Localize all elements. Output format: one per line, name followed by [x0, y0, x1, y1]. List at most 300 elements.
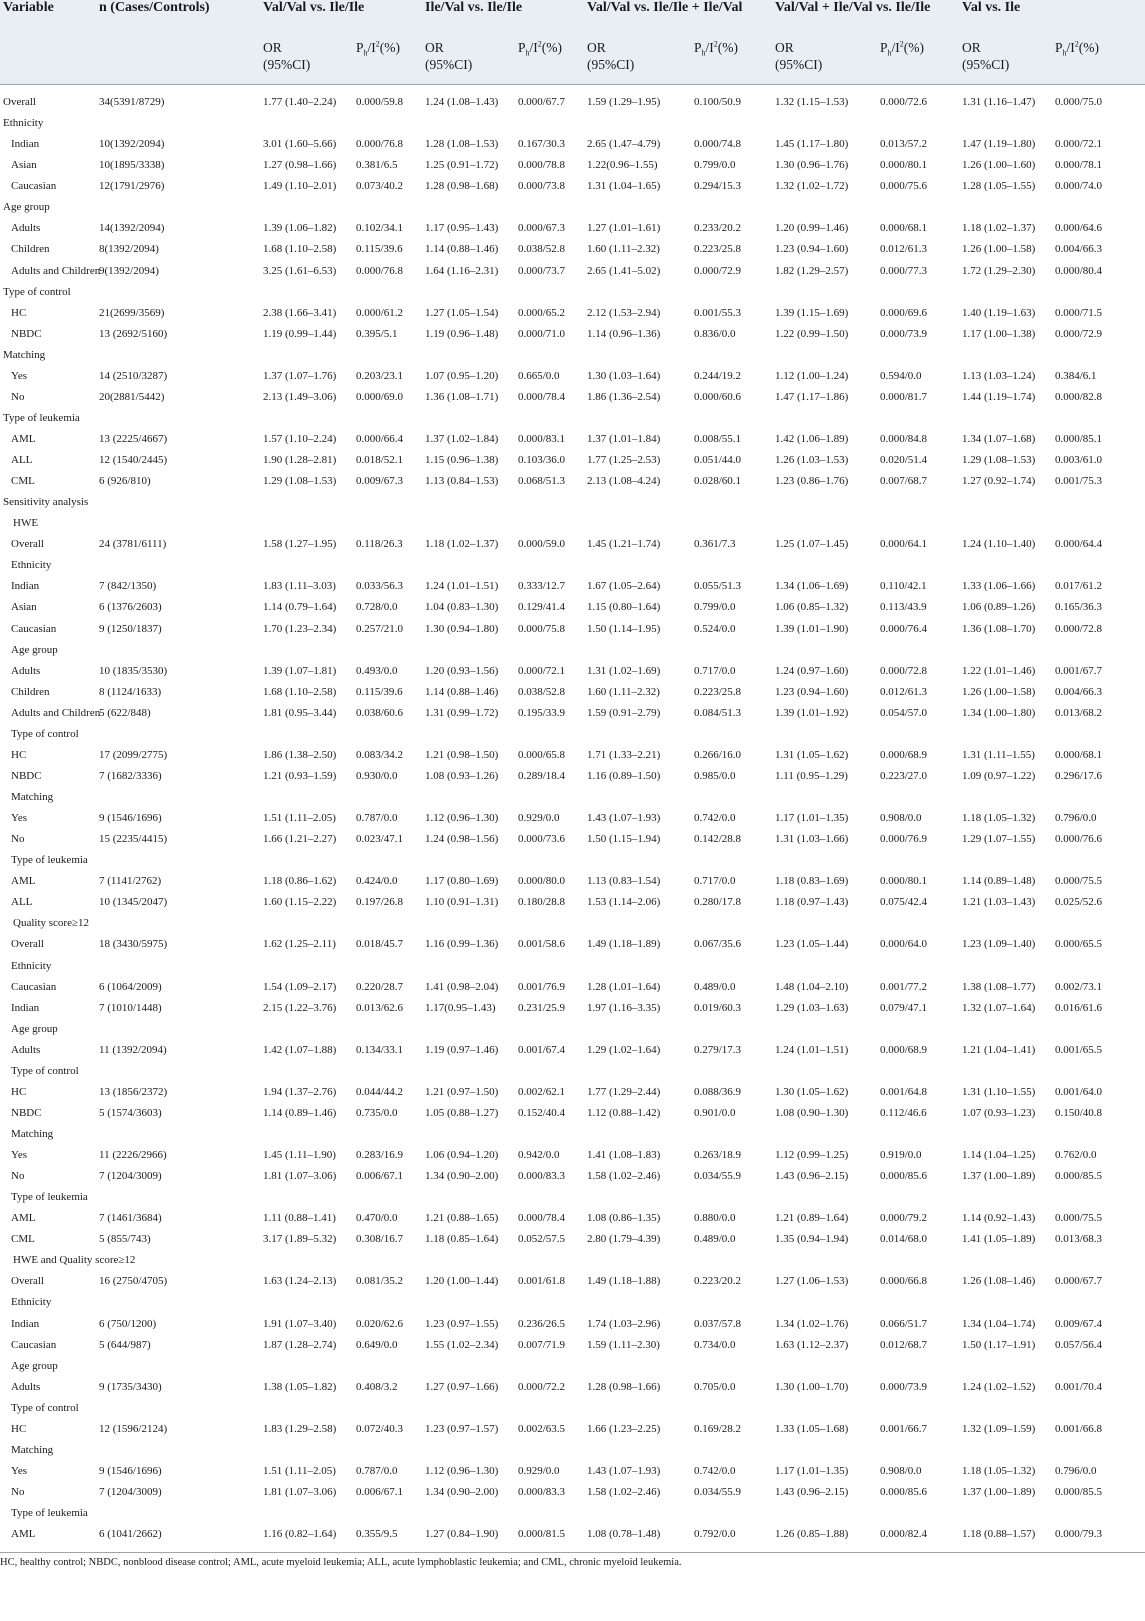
row-ph-i2: 0.018/45.7 — [356, 938, 404, 951]
row-or-ci: 1.23 (0.97–1.57) — [425, 1422, 499, 1435]
row-ph-i2: 0.020/51.4 — [880, 454, 928, 466]
row-ph-i2: 0.929/0.0 — [518, 1464, 560, 1477]
table-row — [0, 682, 1145, 703]
row-ph-i2: 0.000/85.5 — [1055, 1170, 1103, 1183]
row-or-ci: 1.18 (1.02–1.37) — [962, 222, 1036, 235]
row-n-cases-controls: 7 (1204/3009) — [99, 1170, 162, 1183]
row-or-ci: 1.11 (0.88–1.41) — [263, 1212, 336, 1225]
row-or-ci: 1.14 (0.79–1.64) — [263, 601, 337, 614]
row-or-ci: 1.09 (0.97–1.22) — [962, 769, 1036, 782]
row-ph-i2: 0.000/78.4 — [518, 390, 566, 403]
row-label: Adults — [11, 1380, 41, 1393]
table-row — [0, 134, 1145, 155]
row-ph-i2: 0.000/73.8 — [518, 180, 566, 193]
row-ph-i2: 0.734/0.0 — [694, 1338, 736, 1351]
row-or-ci: 1.71 (1.33–2.21) — [587, 748, 661, 761]
table-section-row — [0, 1124, 1145, 1145]
row-or-ci: 1.26 (0.85–1.88) — [775, 1528, 849, 1541]
row-ph-i2: 0.489/0.0 — [694, 980, 736, 993]
row-or-ci: 1.20 (0.93–1.56) — [425, 664, 499, 677]
table-section-row — [0, 956, 1145, 977]
row-or-ci: 1.21 (0.97–1.50) — [425, 1085, 499, 1098]
row-label: Indian — [11, 138, 40, 151]
header-ph-i2-3: $P_h/I^2(\%)$ — [694, 39, 739, 58]
row-label: Ethnicity — [11, 959, 52, 972]
row-n-cases-controls: 13 (2692/5160) — [99, 327, 168, 340]
row-label: AML — [11, 875, 36, 888]
row-ph-i2: 0.150/40.8 — [1055, 1106, 1103, 1119]
row-or-ci: 1.24 (1.10–1.40) — [962, 538, 1036, 551]
row-or-ci: 1.74 (1.03–2.96) — [587, 1317, 661, 1330]
row-or-ci: 1.25 (0.91–1.72) — [425, 159, 499, 172]
row-ph-i2: 0.000/72.8 — [880, 664, 928, 677]
row-ph-i2: 0.742/0.0 — [694, 812, 736, 824]
row-ph-i2: 0.001/64.8 — [880, 1085, 928, 1098]
row-ph-i2: 0.000/64.0 — [880, 938, 928, 951]
row-ph-i2: 0.129/41.4 — [518, 601, 566, 614]
row-ph-i2: 0.280/17.8 — [694, 896, 742, 909]
row-or-ci: 1.21 (1.04–1.41) — [962, 1043, 1036, 1056]
row-or-ci: 1.72 (1.29–2.30) — [962, 264, 1036, 277]
row-label: Caucasian — [11, 622, 57, 635]
row-or-ci: 1.51 (1.11–2.05) — [263, 1464, 336, 1477]
header-or-4: OR (95%CI) — [775, 40, 823, 72]
row-or-ci: 1.23 (0.86–1.76) — [775, 475, 849, 488]
row-label: Type of control — [11, 1064, 79, 1077]
row-or-ci: 1.66 (1.23–2.25) — [587, 1422, 661, 1435]
row-or-ci: 1.15 (0.80–1.64) — [587, 601, 661, 614]
row-n-cases-controls: 6 (926/810) — [99, 475, 151, 488]
row-or-ci: 1.26 (1.00–1.58) — [962, 243, 1036, 256]
row-or-ci: 1.20 (1.00–1.44) — [425, 1275, 499, 1288]
row-label: Type of leukemia — [11, 1191, 88, 1204]
row-or-ci: 1.86 (1.36–2.54) — [587, 390, 661, 403]
row-ph-i2: 0.489/0.0 — [694, 1233, 736, 1246]
row-or-ci: 1.43 (0.96–2.15) — [775, 1170, 849, 1183]
row-or-ci: 1.50 (1.15–1.94) — [587, 833, 661, 846]
row-ph-i2: 0.000/65.2 — [518, 306, 566, 319]
row-or-ci: 1.37 (1.01–1.84) — [587, 433, 661, 445]
row-n-cases-controls: 18 (3430/5975) — [99, 938, 168, 951]
row-or-ci: 1.28 (0.98–1.66) — [587, 1380, 661, 1393]
row-n-cases-controls: 6 (750/1200) — [99, 1317, 157, 1330]
row-or-ci: 1.31 (1.16–1.47) — [962, 96, 1036, 108]
row-ph-i2: 0.000/72.8 — [1055, 622, 1103, 635]
row-ph-i2: 0.355/9.5 — [356, 1528, 398, 1541]
row-or-ci: 1.24 (1.08–1.43) — [425, 96, 499, 108]
row-or-ci: 1.12 (0.96–1.30) — [425, 812, 499, 824]
table-row — [0, 1103, 1145, 1124]
table-row — [0, 239, 1145, 260]
row-ph-i2: 0.279/17.3 — [694, 1043, 742, 1056]
row-ph-i2: 0.000/68.9 — [880, 748, 928, 761]
row-or-ci: 1.51 (1.11–2.05) — [263, 812, 336, 824]
row-ph-i2: 0.000/79.2 — [880, 1212, 928, 1225]
row-or-ci: 1.13 (0.84–1.53) — [425, 475, 499, 488]
row-or-ci: 1.45 (1.11–1.90) — [263, 1149, 336, 1161]
table-row — [0, 218, 1145, 239]
row-ph-i2: 0.705/0.0 — [694, 1380, 736, 1393]
row-or-ci: 1.17 (1.00–1.38) — [962, 327, 1036, 340]
table-section-row — [0, 1398, 1145, 1419]
row-or-ci: 1.36 (1.08–1.71) — [425, 390, 499, 403]
row-n-cases-controls: 5 (1574/3603) — [99, 1106, 162, 1119]
row-ph-i2: 0.000/60.6 — [694, 390, 742, 403]
table-section-row — [0, 850, 1145, 871]
row-or-ci: 1.62 (1.25–2.11) — [263, 938, 336, 951]
row-ph-i2: 0.001/61.8 — [518, 1275, 566, 1288]
row-or-ci: 1.35 (0.94–1.94) — [775, 1233, 849, 1246]
row-label: Age group — [3, 201, 50, 214]
row-label: Age group — [11, 1359, 58, 1372]
table-row — [0, 892, 1145, 913]
row-or-ci: 1.08 (0.90–1.30) — [775, 1106, 849, 1119]
row-ph-i2: 0.000/85.6 — [880, 1170, 928, 1183]
row-label: CML — [11, 475, 35, 488]
row-ph-i2: 0.020/62.6 — [356, 1317, 404, 1330]
table-row — [0, 829, 1145, 850]
row-or-ci: 1.18 (0.86–1.62) — [263, 875, 337, 888]
row-or-ci: 1.82 (1.29–2.57) — [775, 264, 849, 277]
row-ph-i2: 0.004/66.3 — [1055, 243, 1103, 256]
header-or-1: OR (95%CI) — [263, 40, 311, 72]
row-ph-i2: 0.203/23.1 — [356, 369, 404, 382]
row-ph-i2: 0.000/84.8 — [880, 433, 928, 445]
row-ph-i2: 0.007/71.9 — [518, 1338, 566, 1351]
row-label: HWE — [13, 517, 39, 530]
row-ph-i2: 0.728/0.0 — [356, 601, 398, 614]
row-n-cases-controls: 6 (1041/2662) — [99, 1528, 162, 1541]
row-or-ci: 1.31 (1.05–1.62) — [775, 748, 849, 761]
table-section-row — [0, 282, 1145, 303]
row-or-ci: 1.16 (0.82–1.64) — [263, 1528, 337, 1541]
row-or-ci: 1.77 (1.29–2.44) — [587, 1085, 661, 1098]
row-label: Adults — [11, 664, 41, 677]
row-or-ci: 1.20 (0.99–1.46) — [775, 222, 849, 235]
row-or-ci: 1.14 (0.96–1.36) — [587, 327, 661, 340]
row-label: ALL — [11, 896, 33, 909]
row-n-cases-controls: 7 (1204/3009) — [99, 1486, 162, 1498]
row-or-ci: 1.38 (1.08–1.77) — [962, 980, 1036, 993]
row-ph-i2: 0.083/34.2 — [356, 748, 404, 761]
table-row — [0, 1314, 1145, 1335]
row-label: Adults and Children — [11, 706, 101, 719]
row-ph-i2: 0.384/6.1 — [1055, 369, 1097, 382]
row-ph-i2: 0.735/0.0 — [356, 1106, 398, 1119]
row-or-ci: 1.31 (1.03–1.66) — [775, 833, 849, 846]
row-ph-i2: 0.000/76.8 — [356, 264, 404, 277]
row-or-ci: 2.65 (1.47–4.79) — [587, 138, 661, 151]
row-label: Age group — [11, 1022, 58, 1035]
row-or-ci: 1.49 (1.18–1.89) — [587, 938, 661, 951]
row-n-cases-controls: 17 (2099/2775) — [99, 748, 168, 761]
row-ph-i2: 0.233/20.2 — [694, 222, 742, 235]
row-ph-i2: 0.000/66.8 — [880, 1275, 928, 1288]
header-group-5: Val vs. Ile — [962, 0, 1021, 15]
row-or-ci: 2.80 (1.79–4.39) — [587, 1233, 661, 1246]
row-or-ci: 1.12 (0.99–1.25) — [775, 1149, 849, 1161]
row-label: Ethnicity — [11, 559, 52, 572]
row-or-ci: 1.30 (0.94–1.80) — [425, 622, 499, 635]
row-label: Adults — [11, 222, 41, 235]
row-or-ci: 1.59 (0.91–2.79) — [587, 706, 661, 719]
row-ph-i2: 0.000/82.4 — [880, 1528, 928, 1541]
row-or-ci: 1.06 (0.85–1.32) — [775, 601, 849, 614]
row-ph-i2: 0.524/0.0 — [694, 622, 736, 635]
row-ph-i2: 0.000/73.6 — [518, 833, 566, 846]
row-n-cases-controls: 5 (622/848) — [99, 706, 151, 719]
row-ph-i2: 0.025/52.6 — [1055, 896, 1103, 909]
row-ph-i2: 0.000/61.2 — [356, 306, 404, 319]
row-ph-i2: 0.665/0.0 — [518, 369, 560, 382]
row-or-ci: 1.24 (1.02–1.52) — [962, 1380, 1036, 1393]
row-or-ci: 1.30 (1.03–1.64) — [587, 369, 661, 382]
table-section-row — [0, 913, 1145, 934]
row-or-ci: 1.17 (1.01–1.35) — [775, 1464, 849, 1477]
row-label: Matching — [11, 1127, 54, 1140]
row-ph-i2: 0.000/64.6 — [1055, 222, 1103, 235]
row-ph-i2: 0.000/59.8 — [356, 96, 404, 108]
header-ph-i2-5: $P_h/I^2(\%)$ — [1055, 39, 1100, 58]
row-or-ci: 1.22(0.96–1.55) — [587, 159, 658, 172]
row-ph-i2: 0.084/51.3 — [694, 706, 742, 719]
table-row — [0, 1482, 1145, 1503]
row-ph-i2: 0.000/66.4 — [356, 433, 404, 445]
row-or-ci: 1.67 (1.05–2.64) — [587, 580, 661, 593]
row-or-ci: 1.34 (0.90–2.00) — [425, 1170, 499, 1183]
row-label: Yes — [11, 369, 28, 382]
row-ph-i2: 0.000/67.3 — [518, 222, 566, 235]
row-or-ci: 1.14 (1.04–1.25) — [962, 1149, 1036, 1161]
row-ph-i2: 0.000/82.8 — [1055, 390, 1103, 403]
row-ph-i2: 0.100/50.9 — [694, 96, 742, 108]
row-or-ci: 1.26 (1.00–1.60) — [962, 159, 1036, 172]
row-or-ci: 1.50 (1.14–1.95) — [587, 622, 661, 635]
table-section-row — [0, 345, 1145, 366]
row-label: No — [11, 833, 25, 846]
row-or-ci: 1.28 (1.05–1.55) — [962, 180, 1036, 193]
row-or-ci: 1.27 (0.92–1.74) — [962, 475, 1036, 488]
row-or-ci: 1.23 (0.94–1.60) — [775, 243, 849, 256]
row-or-ci: 1.49 (1.10–2.01) — [263, 180, 337, 193]
row-ph-i2: 0.044/44.2 — [356, 1085, 404, 1098]
row-ph-i2: 0.007/68.7 — [880, 475, 928, 488]
row-or-ci: 1.54 (1.09–2.17) — [263, 980, 337, 993]
row-label: Type of leukemia — [11, 1507, 88, 1519]
row-n-cases-controls: 9 (1546/1696) — [99, 1464, 162, 1477]
row-n-cases-controls: 14(1392/2094) — [99, 222, 165, 235]
row-ph-i2: 0.000/73.9 — [880, 1380, 928, 1393]
row-n-cases-controls: 12 (1540/2445) — [99, 454, 168, 466]
header-group-1: Val/Val vs. Ile/Ile — [263, 0, 365, 15]
row-n-cases-controls: 12(1791/2976) — [99, 180, 165, 193]
row-ph-i2: 0.263/18.9 — [694, 1149, 742, 1161]
row-or-ci: 1.19 (0.96–1.48) — [425, 327, 499, 340]
row-or-ci: 1.28 (1.01–1.64) — [587, 980, 661, 993]
table-section-row — [0, 1061, 1145, 1082]
row-or-ci: 1.24 (0.97–1.60) — [775, 664, 849, 677]
row-ph-i2: 0.000/76.6 — [1055, 833, 1103, 846]
table-row — [0, 387, 1145, 408]
table-row — [0, 619, 1145, 640]
row-ph-i2: 0.013/57.2 — [880, 138, 928, 151]
row-n-cases-controls: 6 (1064/2009) — [99, 980, 162, 993]
table-section-row — [0, 1503, 1145, 1524]
row-ph-i2: 0.013/62.6 — [356, 1001, 404, 1014]
row-n-cases-controls: 7 (1461/3684) — [99, 1212, 162, 1225]
table-section-row — [0, 1187, 1145, 1208]
row-label: HC — [11, 1422, 27, 1435]
row-ph-i2: 0.016/61.6 — [1055, 1001, 1103, 1014]
row-or-ci: 1.55 (1.02–2.34) — [425, 1338, 499, 1351]
row-n-cases-controls: 10 (1835/3530) — [99, 664, 168, 677]
row-label: Matching — [3, 348, 46, 361]
row-or-ci: 1.21 (1.03–1.43) — [962, 896, 1036, 909]
table-row — [0, 1229, 1145, 1250]
row-or-ci: 1.33 (1.05–1.68) — [775, 1422, 849, 1435]
row-label: No — [11, 390, 25, 403]
row-or-ci: 1.04 (0.83–1.30) — [425, 601, 499, 614]
row-ph-i2: 0.792/0.0 — [694, 1528, 736, 1541]
row-ph-i2: 0.001/76.9 — [518, 980, 566, 993]
row-label: NBDC — [11, 769, 42, 782]
table-row — [0, 1208, 1145, 1229]
row-ph-i2: 0.308/16.7 — [356, 1233, 404, 1246]
table-row — [0, 1271, 1145, 1292]
row-or-ci: 1.33 (1.06–1.66) — [962, 580, 1036, 593]
row-n-cases-controls: 7 (1010/1448) — [99, 1001, 162, 1014]
table-row — [0, 429, 1145, 450]
row-label: Type of leukemia — [3, 411, 80, 424]
row-ph-i2: 0.012/61.3 — [880, 685, 928, 698]
row-ph-i2: 0.110/42.1 — [880, 580, 927, 593]
row-label: Asian — [11, 601, 37, 614]
row-or-ci: 1.48 (1.04–2.10) — [775, 980, 849, 993]
table-row — [0, 471, 1145, 492]
row-or-ci: 1.90 (1.28–2.81) — [263, 454, 337, 466]
row-or-ci: 1.41 (1.08–1.83) — [587, 1149, 661, 1161]
row-label: Overall — [11, 538, 44, 551]
row-label: Indian — [11, 580, 40, 593]
row-or-ci: 1.13 (0.83–1.54) — [587, 875, 661, 888]
table-row — [0, 1419, 1145, 1440]
row-ph-i2: 0.055/51.3 — [694, 580, 742, 593]
row-ph-i2: 0.001/66.8 — [1055, 1422, 1103, 1435]
header-or-5: OR (95%CI) — [962, 40, 1010, 72]
row-or-ci: 1.91 (1.07–3.40) — [263, 1317, 337, 1330]
row-or-ci: 1.81 (1.07–3.06) — [263, 1170, 337, 1183]
row-ph-i2: 0.296/17.6 — [1055, 769, 1103, 782]
row-ph-i2: 0.000/81.5 — [518, 1528, 566, 1541]
row-ph-i2: 0.001/66.7 — [880, 1422, 928, 1435]
row-ph-i2: 0.034/55.9 — [694, 1486, 742, 1498]
row-ph-i2: 0.493/0.0 — [356, 664, 398, 677]
row-or-ci: 1.86 (1.38–2.50) — [263, 748, 337, 761]
row-ph-i2: 0.103/36.0 — [518, 454, 566, 466]
row-or-ci: 1.60 (1.15–2.22) — [263, 896, 337, 909]
row-ph-i2: 0.223/20.2 — [694, 1275, 742, 1288]
row-label: Adults and Children — [11, 264, 101, 277]
table-section-row — [0, 197, 1145, 218]
row-or-ci: 3.17 (1.89–5.32) — [263, 1233, 337, 1246]
row-or-ci: 1.14 (0.89–1.46) — [263, 1106, 337, 1119]
row-ph-i2: 0.000/80.0 — [518, 875, 566, 888]
row-or-ci: 1.27 (0.84–1.90) — [425, 1528, 499, 1541]
table-section-row — [0, 1019, 1145, 1040]
row-ph-i2: 0.787/0.0 — [356, 1464, 398, 1477]
row-or-ci: 1.08 (0.86–1.35) — [587, 1212, 661, 1225]
row-or-ci: 1.42 (1.07–1.88) — [263, 1043, 337, 1056]
row-label: Asian — [11, 159, 37, 172]
row-n-cases-controls: 9 (1735/3430) — [99, 1380, 162, 1393]
table-row — [0, 1166, 1145, 1187]
row-or-ci: 1.07 (0.95–1.20) — [425, 369, 499, 382]
row-or-ci: 1.45 (1.21–1.74) — [587, 538, 661, 551]
row-label: Yes — [11, 1149, 28, 1161]
row-ph-i2: 0.220/28.7 — [356, 980, 404, 993]
row-or-ci: 1.14 (0.92–1.43) — [962, 1212, 1036, 1225]
row-ph-i2: 0.799/0.0 — [694, 159, 736, 172]
row-or-ci: 1.34 (0.90–2.00) — [425, 1486, 499, 1498]
row-or-ci: 1.23 (1.05–1.44) — [775, 938, 849, 951]
row-ph-i2: 0.000/67.7 — [1055, 1275, 1103, 1288]
row-ph-i2: 0.000/64.4 — [1055, 538, 1103, 551]
row-or-ci: 1.18 (1.02–1.37) — [425, 538, 499, 551]
row-ph-i2: 0.001/77.2 — [880, 980, 928, 993]
row-or-ci: 1.66 (1.21–2.27) — [263, 833, 337, 846]
row-or-ci: 2.13 (1.49–3.06) — [263, 390, 337, 403]
row-ph-i2: 0.000/83.3 — [518, 1486, 566, 1498]
row-ph-i2: 0.000/64.1 — [880, 538, 928, 551]
row-label: Children — [11, 685, 50, 698]
row-or-ci: 2.15 (1.22–3.76) — [263, 1001, 337, 1014]
row-or-ci: 1.31 (0.99–1.72) — [425, 706, 499, 719]
row-n-cases-controls: 10(1392/2094) — [99, 138, 165, 151]
table-row — [0, 808, 1145, 829]
row-or-ci: 1.32 (1.07–1.64) — [962, 1001, 1036, 1014]
row-or-ci: 1.24 (0.98–1.56) — [425, 833, 499, 846]
table-row — [0, 261, 1145, 282]
row-n-cases-controls: 11 (1392/2094) — [99, 1043, 167, 1056]
row-or-ci: 1.59 (1.29–1.95) — [587, 96, 661, 108]
table-row — [0, 155, 1145, 176]
row-ph-i2: 0.942/0.0 — [518, 1149, 560, 1161]
row-label: Overall — [3, 96, 36, 108]
table-row — [0, 534, 1145, 555]
row-ph-i2: 0.333/12.7 — [518, 580, 566, 593]
row-ph-i2: 0.068/51.3 — [518, 475, 566, 488]
row-or-ci: 1.47 (1.17–1.86) — [775, 390, 849, 403]
row-ph-i2: 0.231/25.9 — [518, 1001, 566, 1014]
row-or-ci: 1.24 (1.01–1.51) — [775, 1043, 849, 1056]
row-or-ci: 1.18 (1.05–1.32) — [962, 1464, 1036, 1477]
row-n-cases-controls: 5 (855/743) — [99, 1233, 151, 1246]
row-ph-i2: 0.000/69.6 — [880, 306, 928, 319]
row-n-cases-controls: 20(2881/5442) — [99, 390, 165, 403]
row-ph-i2: 0.001/55.3 — [694, 306, 742, 319]
row-or-ci: 1.81 (1.07–3.06) — [263, 1486, 337, 1498]
row-or-ci: 1.14 (0.89–1.48) — [962, 875, 1036, 888]
row-ph-i2: 0.075/42.4 — [880, 896, 928, 909]
row-ph-i2: 0.000/68.9 — [880, 1043, 928, 1056]
row-or-ci: 1.21 (0.93–1.59) — [263, 769, 337, 782]
row-or-ci: 1.41 (0.98–2.04) — [425, 980, 499, 993]
row-or-ci: 1.47 (1.19–1.80) — [962, 138, 1036, 151]
table-row — [0, 92, 1145, 113]
row-n-cases-controls: 8 (1124/1633) — [99, 685, 162, 698]
row-ph-i2: 0.000/75.8 — [518, 622, 566, 635]
row-or-ci: 1.22 (1.01–1.46) — [962, 664, 1036, 677]
